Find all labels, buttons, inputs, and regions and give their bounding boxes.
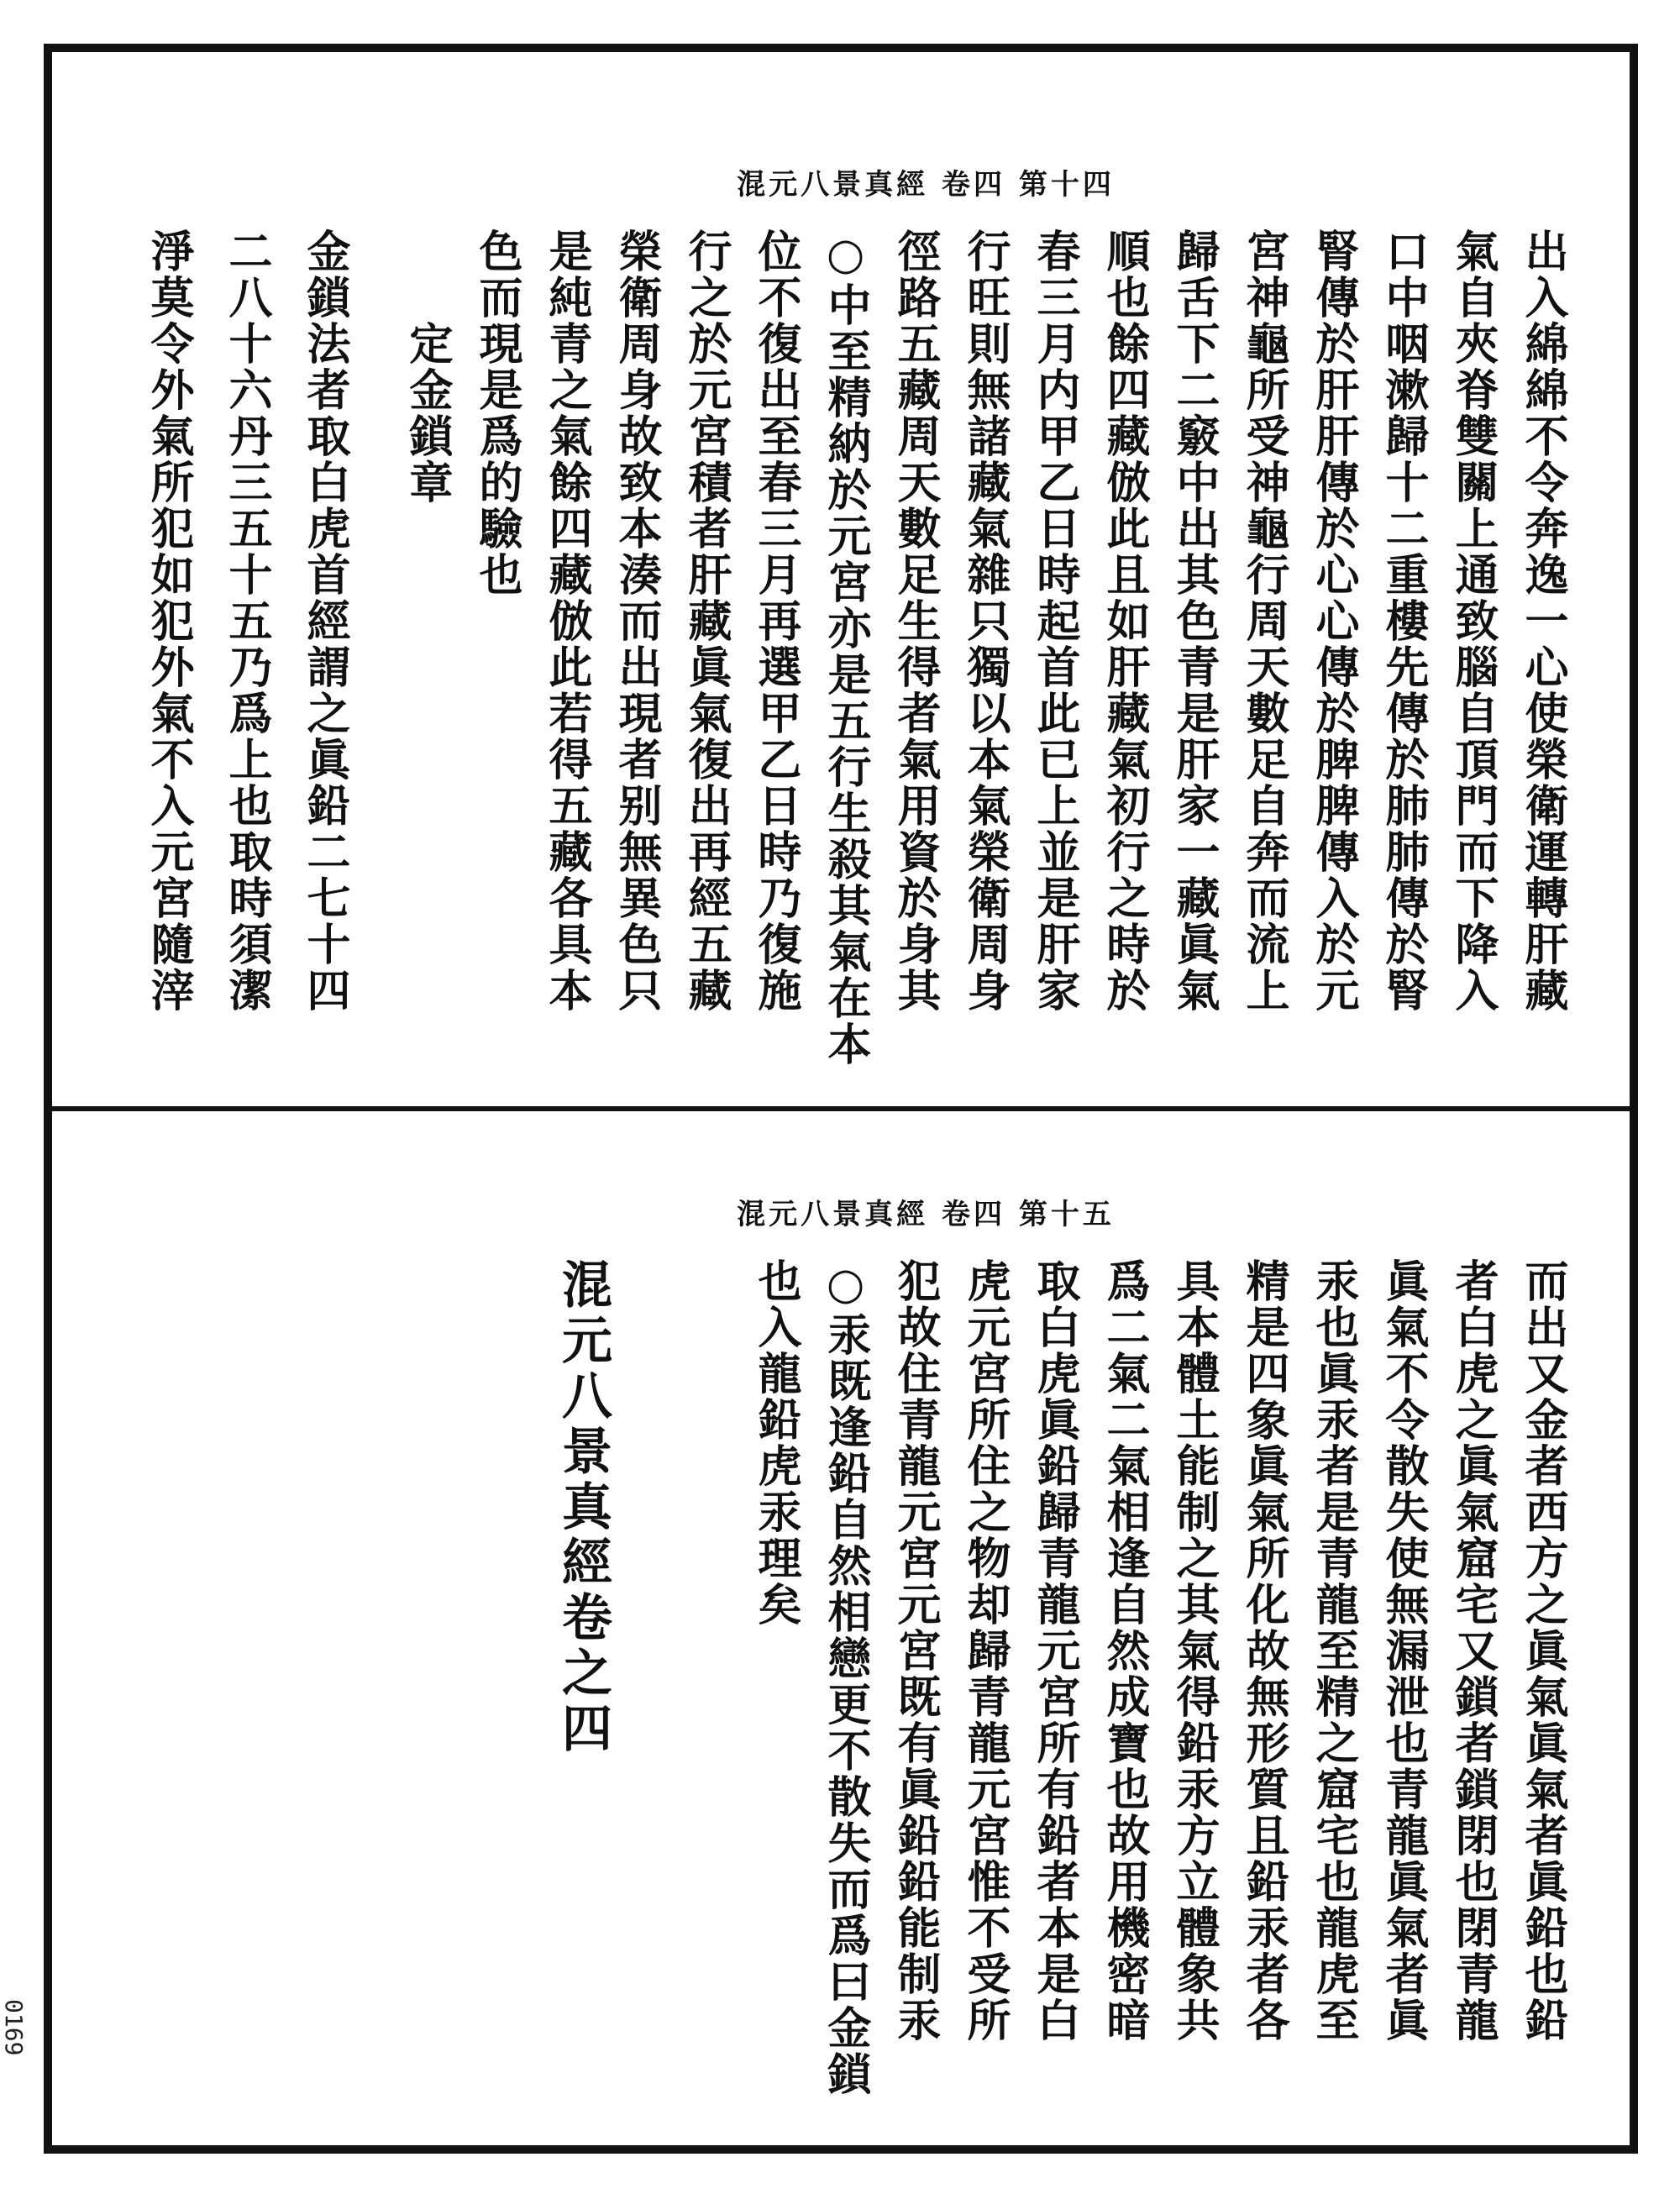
text-column: 二八十六丹三五十五乃爲上也取時須潔	[221, 228, 272, 1014]
lower-page	[52, 1111, 1630, 2154]
text-column: 徑路五藏周天數足生得者氣用資於身其	[890, 228, 941, 1014]
text-column: 淨莫令外氣所犯如犯外氣不入元宮隨滓	[143, 228, 194, 1014]
text-column: 犯故住青龍元宮元宮既有眞鉛鉛能制汞	[890, 1258, 941, 2044]
text-column: 氣自夾脊雙關上通致腦自頂門而下降入	[1447, 228, 1499, 1014]
text-column: 口中咽漱歸十二重樓先傳於肺肺傳於腎	[1378, 228, 1429, 1014]
text-column: ○汞既逢鉛自然相戀更不散失而爲曰金鎖	[820, 1258, 871, 2097]
text-column: 精是四象眞氣所化故無形質且鉛汞者各	[1238, 1258, 1289, 2044]
text-column: 者白虎之眞氣窟宅又鎖者鎖閉也閉青龍	[1447, 1258, 1499, 2044]
text-column: 行之於元宮積者肝藏眞氣復出再經五藏	[680, 228, 732, 1014]
text-columns	[52, 228, 1630, 1110]
text-column: 取白虎眞鉛歸青龍元宮所有鉛者本是白	[1029, 1258, 1080, 2044]
chapter-heading: 定金鎖章	[402, 228, 453, 506]
text-column: 腎傳於肝肝傳於心心傳於脾脾傳入於元	[1308, 228, 1359, 1014]
text-column: 具本體土能制之其氣得鉛汞方立體象共	[1168, 1258, 1220, 2044]
scripture-sheet	[44, 44, 1638, 2154]
text-column: 爲二氣二氣相逢自然成寶也故用機密暗	[1099, 1258, 1150, 2044]
upper-page	[52, 52, 1630, 1111]
text-column: 色而現是爲的驗也	[471, 228, 522, 598]
volume-end-title: 混元八景真經卷之四	[554, 1258, 612, 1757]
text-column: ○中至精納於元宮亦是五行生殺其氣在本	[820, 228, 871, 1068]
page-number: 0169	[0, 1999, 28, 2056]
text-column: 眞氣不令散失使無漏泄也青龍眞氣者眞	[1378, 1258, 1429, 2044]
text-column: 榮衛周身故致本湊而出現者别無異色只	[611, 228, 662, 1014]
text-column: 宮神龜所受神龜行周天數足自奔而流上	[1238, 228, 1289, 1014]
page-header: 混元八景真經 卷四 第十五	[737, 1198, 1115, 1231]
text-column: 是純青之氣餘四藏倣此若得五藏各具本	[541, 228, 592, 1014]
text-column: 出入綿綿不令奔逸一心使榮衛運轉肝藏	[1517, 228, 1568, 1014]
text-column: 順也餘四藏倣此且如肝藏氣初行之時於	[1099, 228, 1150, 1014]
page-header: 混元八景真經 卷四 第十四	[737, 168, 1115, 202]
text-column: 虎元宮所住之物却歸青龍元宮惟不受所	[959, 1258, 1011, 2044]
text-column: 汞也眞汞者是青龍至精之窟宅也龍虎至	[1308, 1258, 1359, 2044]
text-column: 也入龍鉛虎汞理矣	[750, 1258, 801, 1628]
text-column: 行旺則無諸藏氣雜只獨以本氣榮衛周身	[959, 228, 1011, 1014]
text-column: 春三月内甲乙日時起首此已上並是肝家	[1029, 228, 1080, 1014]
text-column: 而出又金者西方之眞氣眞氣者眞鉛也鉛	[1517, 1258, 1568, 2044]
text-column: 位不復出至春三月再選甲乙日時乃復施	[750, 228, 801, 1014]
text-columns	[52, 1258, 1630, 2149]
text-column: 歸舌下二竅中出其色青是肝家一藏眞氣	[1168, 228, 1220, 1014]
text-column: 金鎖法者取白虎首經謂之眞鉛二七十四	[299, 228, 350, 1014]
